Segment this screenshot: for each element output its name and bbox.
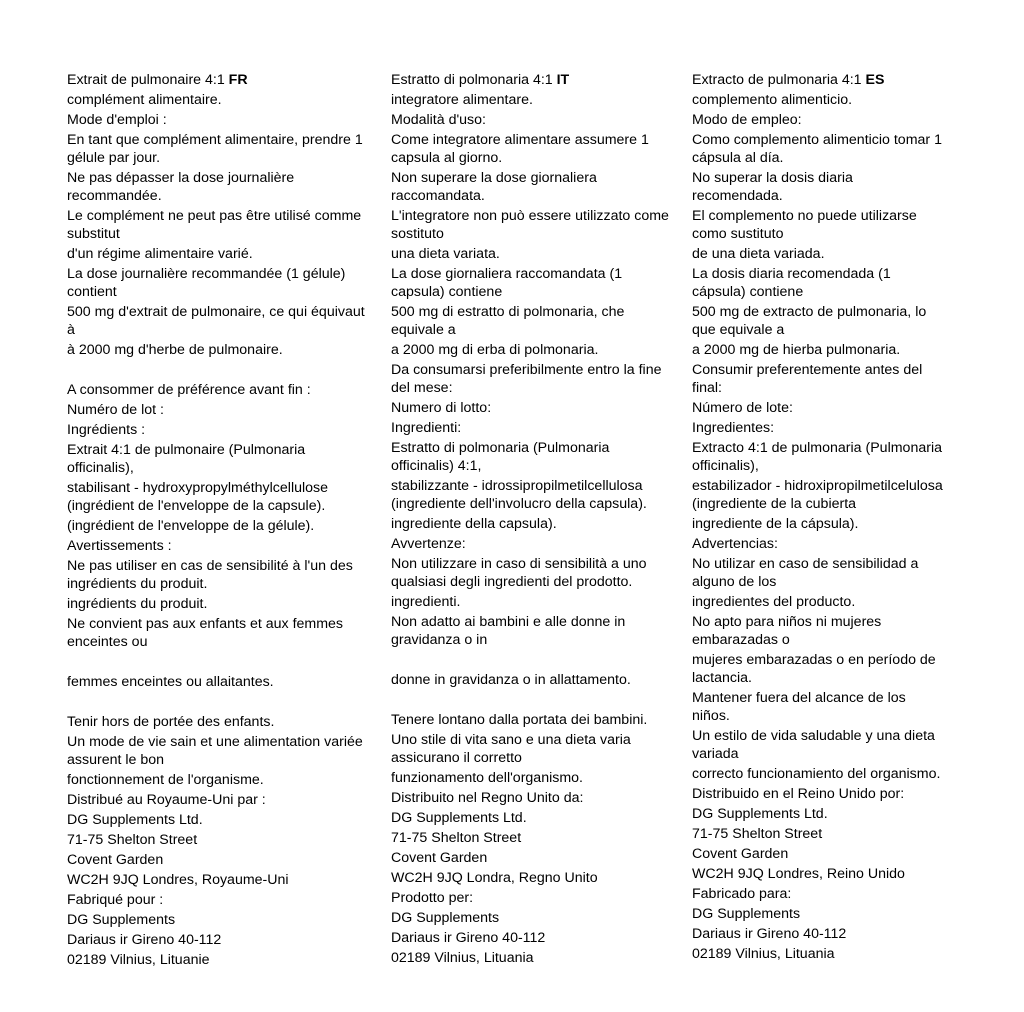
text-line: En tant que complément alimentaire, prendre 1 (67, 132, 363, 148)
text-block (692, 439, 962, 475)
text-block (391, 769, 687, 787)
text-blocks (692, 89, 962, 963)
text-line: Uno stile di vita sano e una dieta varia (391, 732, 631, 748)
text-block (391, 91, 687, 109)
text-block (67, 517, 385, 535)
text-block (391, 593, 687, 611)
text-block (67, 791, 385, 809)
text-line: Consumir preferentemente antes del (692, 362, 923, 378)
text-block (67, 401, 385, 419)
text-block (67, 557, 385, 593)
text-block (67, 381, 385, 399)
text-line: Extracto 4:1 de pulmonaria (Pulmonaria (692, 440, 942, 456)
text-line: contient (67, 284, 117, 300)
text-line: cápsula al día. (692, 150, 784, 166)
text-line: 71-75 Shelton Street (67, 832, 198, 848)
text-line: del mese: (391, 380, 453, 396)
text-block (67, 713, 385, 731)
text-line: enceintes ou (67, 634, 148, 650)
text-block (67, 207, 385, 243)
text-block (692, 303, 962, 339)
text-block (692, 341, 962, 359)
text-line: Ne pas utiliser en cas de sensibilité à l'un des (67, 558, 353, 574)
column-title (692, 71, 962, 89)
text-line: 02189 Vilnius, Lituania (391, 950, 534, 966)
text-line (67, 693, 385, 711)
column-title (67, 71, 385, 89)
text-block (391, 111, 687, 129)
text-line: (ingrédient de l'enveloppe de la capsule). (67, 498, 326, 514)
text-block (67, 931, 385, 949)
text-block (692, 613, 962, 649)
text-line: La dose journalière recommandée (1 gélule) (67, 266, 346, 282)
text-block (692, 727, 962, 763)
text-line: DG Supplements Ltd. (391, 810, 527, 826)
text-block (67, 811, 385, 829)
text-line: DG Supplements (391, 910, 500, 926)
text-block (391, 555, 687, 591)
text-block (67, 771, 385, 789)
text-line: una dieta variata. (391, 246, 500, 262)
language-code: ES (865, 72, 885, 88)
text-line: Mode d'emploi : (67, 112, 167, 128)
text-line: integratore alimentare. (391, 92, 533, 108)
text-line: funzionamento dell'organismo. (391, 770, 583, 786)
text-block (692, 361, 962, 397)
text-block (67, 851, 385, 869)
text-block (692, 905, 962, 923)
text-line: Prodotto per: (391, 890, 474, 906)
text-block (67, 653, 385, 671)
text-line: Non adatto ai bambini e alle donne in (391, 614, 626, 630)
column-it (391, 71, 687, 967)
text-block (692, 535, 962, 553)
text-block (391, 361, 687, 397)
text-line: Ne pas dépasser la dose journalière (67, 170, 295, 186)
text-block (67, 595, 385, 613)
text-block (67, 169, 385, 205)
text-block (391, 515, 687, 533)
text-line: Extrait 4:1 de pulmonaire (Pulmonaria (67, 442, 306, 458)
text-line: Non utilizzare in caso di sensibilità a uno (391, 556, 647, 572)
text-line: capsula al giorno. (391, 150, 503, 166)
text-block (67, 91, 385, 109)
text-line: WC2H 9JQ Londres, Reino Unido (692, 866, 905, 882)
text-blocks (67, 89, 385, 969)
text-line: embarazadas o (692, 632, 790, 648)
text-line: 500 mg de extracto de pulmonaria, lo (692, 304, 927, 320)
text-line: A consommer de préférence avant fin : (67, 382, 311, 398)
text-line: à 2000 mg d'herbe de pulmonaire. (67, 342, 283, 358)
text-line: Ne convient pas aux enfants et aux femmes (67, 616, 344, 632)
text-line: que equivale a (692, 322, 785, 338)
text-line: (ingrédient de l'enveloppe de la gélule). (67, 518, 315, 534)
text-line: Covent Garden (67, 852, 164, 868)
text-block (67, 421, 385, 439)
text-line: officinalis) 4:1, (391, 458, 482, 474)
text-block (692, 651, 962, 687)
language-code: FR (228, 72, 248, 88)
text-line: officinalis), (67, 460, 134, 476)
text-blocks (391, 89, 687, 967)
text-line: ingrédients du produit. (67, 576, 208, 592)
text-line: ingrédients du produit. (67, 596, 208, 612)
text-block (692, 111, 962, 129)
text-line: No apto para niños ni mujeres (692, 614, 882, 630)
text-line: Tenere lontano dalla portata dei bambini. (391, 712, 648, 728)
title-text: Estratto di polmonaria 4:1 (391, 72, 557, 88)
text-block (391, 731, 687, 767)
text-line: Dariaus ir Gireno 40-112 (391, 930, 546, 946)
text-block (692, 593, 962, 611)
text-block (391, 613, 687, 649)
text-line: Un estilo de vida saludable y una dieta (692, 728, 935, 744)
text-block (67, 303, 385, 339)
text-block (391, 909, 687, 927)
text-line: 500 mg di estratto di polmonaria, che (391, 304, 625, 320)
text-line: estabilizador - hidroxipropilmetilcelulosa (692, 478, 943, 494)
text-block (391, 303, 687, 339)
text-line: ingrediente de la cápsula). (692, 516, 859, 532)
text-block (391, 691, 687, 709)
text-line: No utilizar en caso de sensibilidad a (692, 556, 919, 572)
text-line: raccomandata. (391, 188, 485, 204)
text-line: lactancia. (692, 670, 752, 686)
text-line: a 2000 mg di erba di polmonaria. (391, 342, 599, 358)
text-line: mujeres embarazadas o en período de (692, 652, 936, 668)
text-block (391, 169, 687, 205)
text-block (67, 693, 385, 711)
text-line: recommandée. (67, 188, 162, 204)
text-block (692, 91, 962, 109)
text-line: qualsiasi degli ingredienti del prodotto. (391, 574, 633, 590)
text-block (391, 399, 687, 417)
text-line: complemento alimenticio. (692, 92, 853, 108)
text-line: alguno de los (692, 574, 777, 590)
text-block (67, 831, 385, 849)
text-block (67, 733, 385, 769)
text-block (692, 689, 962, 725)
text-block (391, 711, 687, 729)
text-block (391, 671, 687, 689)
text-block (692, 865, 962, 883)
text-line: correcto funcionamiento del organismo. (692, 766, 941, 782)
text-block (692, 885, 962, 903)
text-line: substitut (67, 226, 120, 242)
text-line: Número de lote: (692, 400, 793, 416)
text-line: donne in gravidanza o in allattamento. (391, 672, 631, 688)
column-title (391, 71, 687, 89)
text-line: Advertencias: (692, 536, 778, 552)
text-block (67, 615, 385, 651)
text-block (391, 439, 687, 475)
text-line: 500 mg d'extrait de pulmonaire, ce qui équivaut (67, 304, 365, 320)
text-block (67, 441, 385, 477)
text-line: Covent Garden (692, 846, 789, 862)
text-block (692, 945, 962, 963)
text-line: La dosis diaria recomendada (1 (692, 266, 891, 282)
text-block (692, 131, 962, 167)
text-block (692, 845, 962, 863)
text-block (391, 245, 687, 263)
text-line: Como complemento alimenticio tomar 1 (692, 132, 942, 148)
text-block (692, 785, 962, 803)
text-line: Mantener fuera del alcance de los (692, 690, 906, 706)
text-line: DG Supplements (692, 906, 801, 922)
text-line: niños. (692, 708, 730, 724)
text-line: Ingredientes: (692, 420, 775, 436)
text-line (67, 653, 385, 671)
text-line: recomendada. (692, 188, 783, 204)
text-line: 02189 Vilnius, Lituanie (67, 952, 210, 968)
text-block (67, 131, 385, 167)
text-block (67, 871, 385, 889)
text-line: assicurano il corretto (391, 750, 522, 766)
text-block (391, 929, 687, 947)
text-line: gélule par jour. (67, 150, 161, 166)
text-line: Distribuito nel Regno Unito da: (391, 790, 584, 806)
text-line: 71-75 Shelton Street (391, 830, 522, 846)
text-block (391, 265, 687, 301)
text-line: 02189 Vilnius, Lituania (692, 946, 835, 962)
text-line: a 2000 mg de hierba pulmonaria. (692, 342, 901, 358)
text-line: Non superare la dose giornaliera (391, 170, 597, 186)
text-block (692, 265, 962, 301)
text-block (692, 399, 962, 417)
text-line: Dariaus ir Gireno 40-112 (67, 932, 222, 948)
text-block (692, 515, 962, 533)
text-block (67, 911, 385, 929)
text-block (391, 535, 687, 553)
text-block (67, 245, 385, 263)
text-block (391, 949, 687, 967)
text-block (692, 477, 962, 513)
text-line: variada (692, 746, 739, 762)
text-line: cápsula) contiene (692, 284, 804, 300)
text-line: Le complément ne peut pas être utilisé comme (67, 208, 362, 224)
text-line: Dariaus ir Gireno 40-112 (692, 926, 847, 942)
text-line: capsula) contiene (391, 284, 503, 300)
title-text: Extrait de pulmonaire 4:1 (67, 72, 229, 88)
text-block (67, 537, 385, 555)
text-line: L'integratore non può essere utilizzato come (391, 208, 669, 224)
text-line: femmes enceintes ou allaitantes. (67, 674, 274, 690)
text-line: de una dieta variada. (692, 246, 825, 262)
language-code: IT (556, 72, 570, 88)
text-line: final: (692, 380, 722, 396)
text-line: stabilisant - hydroxypropylméthylcellulose (67, 480, 329, 496)
text-line: (ingrediente dell'involucro della capsula). (391, 496, 647, 512)
text-block (391, 207, 687, 243)
text-line (67, 361, 385, 379)
text-line: Avertissements : (67, 538, 172, 554)
title-text: Extracto de pulmonaria 4:1 (692, 72, 866, 88)
text-line: 71-75 Shelton Street (692, 826, 823, 842)
text-line: Da consumarsi preferibilmente entro la fine (391, 362, 662, 378)
text-block (67, 361, 385, 379)
text-line: complément alimentaire. (67, 92, 222, 108)
text-line: equivale a (391, 322, 456, 338)
text-line: Come integratore alimentare assumere 1 (391, 132, 649, 148)
text-block (692, 825, 962, 843)
text-line: Modo de empleo: (692, 112, 802, 128)
text-block (391, 419, 687, 437)
text-block (391, 809, 687, 827)
text-line: Tenir hors de portée des enfants. (67, 714, 275, 730)
text-line: DG Supplements (67, 912, 176, 928)
text-line: Fabricado para: (692, 886, 792, 902)
text-line: sostituto (391, 226, 444, 242)
text-line: ingredienti. (391, 594, 461, 610)
column-es (692, 71, 962, 963)
text-block (692, 555, 962, 591)
text-block (692, 207, 962, 243)
text-line: ingredientes del producto. (692, 594, 856, 610)
text-line: No superar la dosis diaria (692, 170, 853, 186)
text-line: Ingrédients : (67, 422, 146, 438)
text-block (692, 765, 962, 783)
text-block (67, 951, 385, 969)
text-line: Ingredienti: (391, 420, 462, 436)
text-block (67, 673, 385, 691)
text-line: WC2H 9JQ Londres, Royaume-Uni (67, 872, 289, 888)
text-block (391, 829, 687, 847)
text-line: d'un régime alimentaire varié. (67, 246, 253, 262)
text-line: gravidanza o in (391, 632, 488, 648)
text-line: Numero di lotto: (391, 400, 492, 416)
text-line: stabilizzante - idrossipropilmetilcellulosa (391, 478, 643, 494)
text-line: fonctionnement de l'organisme. (67, 772, 264, 788)
text-block (391, 477, 687, 513)
text-line: El complemento no puede utilizarse (692, 208, 917, 224)
text-line: à (67, 322, 75, 338)
text-block (67, 891, 385, 909)
column-fr (67, 71, 385, 969)
text-line: ingrediente della capsula). (391, 516, 557, 532)
text-block (692, 419, 962, 437)
text-line: Avvertenze: (391, 536, 466, 552)
text-block (67, 111, 385, 129)
text-block (391, 849, 687, 867)
text-line: Numéro de lot : (67, 402, 164, 418)
text-line: Distribuido en el Reino Unido por: (692, 786, 905, 802)
text-block (692, 169, 962, 205)
text-block (391, 651, 687, 669)
text-line: Fabriqué pour : (67, 892, 164, 908)
text-block (391, 869, 687, 887)
text-line: Distribué au Royaume-Uni par : (67, 792, 266, 808)
text-line: DG Supplements Ltd. (67, 812, 203, 828)
text-line: como sustituto (692, 226, 784, 242)
text-line: WC2H 9JQ Londra, Regno Unito (391, 870, 598, 886)
text-line: La dose giornaliera raccomandata (1 (391, 266, 623, 282)
text-block (67, 479, 385, 515)
text-line: Modalità d'uso: (391, 112, 486, 128)
text-line: Covent Garden (391, 850, 488, 866)
text-line: assurent le bon (67, 752, 165, 768)
text-block (391, 131, 687, 167)
text-block (391, 341, 687, 359)
text-block (692, 245, 962, 263)
text-block (391, 889, 687, 907)
text-block (67, 265, 385, 301)
text-line: Un mode de vie sain et une alimentation variée (67, 734, 363, 750)
text-block (692, 925, 962, 943)
text-line (391, 691, 687, 709)
text-block (692, 805, 962, 823)
text-block (67, 341, 385, 359)
text-line: (ingrediente de la cubierta (692, 496, 857, 512)
text-line: officinalis), (692, 458, 759, 474)
text-block (391, 789, 687, 807)
text-line: DG Supplements Ltd. (692, 806, 828, 822)
text-line: Estratto di polmonaria (Pulmonaria (391, 440, 610, 456)
text-line (391, 651, 687, 669)
